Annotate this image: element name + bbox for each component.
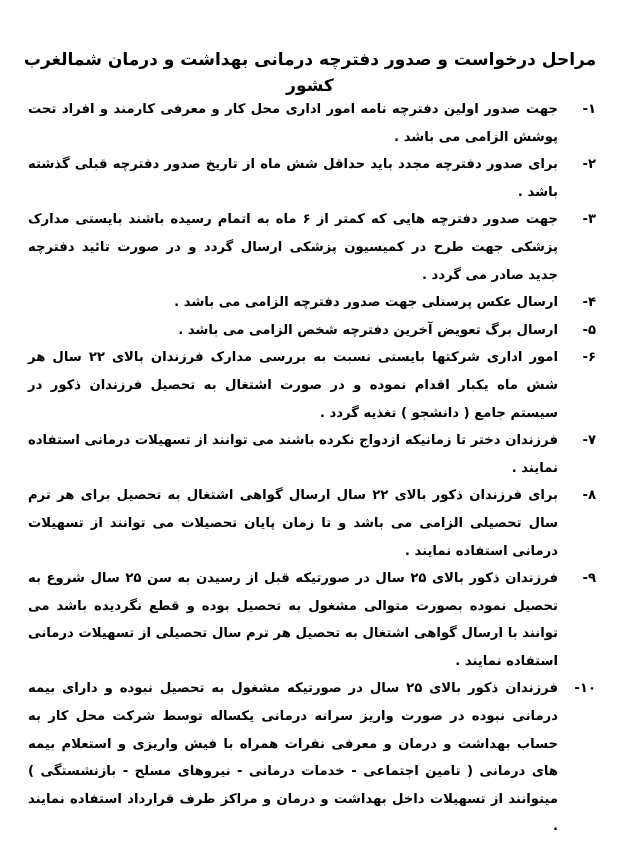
list-item — [28, 675, 596, 841]
item-text: جهت صدور اولین دفترچه نامه امور اداری محل کار و معرفی کارمند و افراد تحت پوشش الزامی می باشد . — [28, 102, 558, 145]
item-number: ۷- — [582, 433, 596, 449]
item-text: ارسال برگ تعویض آخرین دفترچه شخص الزامی می باشد . — [178, 322, 558, 338]
item-text: برای صدور دفترچه مجدد باید حداقل شش ماه از تاریخ صدور دفترچه قبلی گذشته باشد . — [28, 157, 558, 200]
list-item — [28, 206, 596, 289]
list-item — [28, 317, 596, 345]
item-number: ۵- — [582, 322, 596, 338]
item-text: امور اداری شرکتها بایستی نسبت به بررسی مدارک فرزندان بالای ۲۲ سال هر شش ماه یکبار اقدام نموده و در صورت اشتغال به تحصیل فرزندان ذکور در سیستم جامع ( دانشجو ) تغذیه گردد . — [28, 350, 558, 421]
list-item — [28, 482, 596, 565]
item-number: ۸- — [582, 488, 596, 504]
item-number: ۲- — [582, 157, 596, 173]
item-number: ۱۰- — [574, 681, 596, 697]
item-text: فرزندان ذکور بالای ۲۵ سال در صورتیکه قبل از رسیدن به سن ۲۵ سال شروع به تحصیل نموده بصورت متوالی مشغول به تحصیل بوده و قطع نگردیده باشد می توانند با ارسال گواهی اشتغال به تحصیل هر ترم سال تحصیلی از تسهیلات درمانی استفاده نمایند . — [28, 571, 559, 669]
item-text: برای فرزندان ذکور بالای ۲۲ سال ارسال گواهی اشتغال به تحصیل برای هر ترم سال تحصیلی الزامی می باشد و تا زمان پایان تحصیلات می توانند از تسهیلات درمانی استفاده نمایند . — [28, 488, 558, 559]
item-text: ارسال عکس پرسنلی جهت صدور دفترچه الزامی می باشد . — [174, 295, 558, 311]
list-item — [28, 289, 596, 317]
item-number: ۳- — [582, 212, 596, 228]
list-item — [28, 96, 596, 151]
list-item — [28, 344, 596, 427]
page-title: مراحل درخواست و صدور دفترچه درمانی بهداشت و درمان شمالغرب کشور — [23, 50, 597, 96]
item-number: ۶- — [582, 350, 596, 366]
item-text: فرزندان دختر تا زمانیکه ازدواج نکرده باشند می توانند از تسهیلات درمانی استفاده نمایند . — [28, 433, 558, 476]
list-item — [28, 565, 596, 675]
list-item — [28, 151, 596, 206]
item-number: ۴- — [582, 295, 596, 311]
item-number: ۹- — [582, 571, 596, 587]
item-number: ۱- — [582, 102, 596, 117]
item-text: جهت صدور دفترچه هایی که کمتر از ۶ ماه به اتمام رسیده باشند بایستی مدارک پزشکی جهت طرح در کمیسیون پزشکی ارسال گردد و در صورت تائید دفترچه جدید صادر می گردد . — [28, 212, 558, 283]
list-item — [28, 427, 596, 482]
requirements-list — [28, 96, 596, 841]
item-text: فرزندان ذکور بالای ۲۵ سال در صورتیکه مشغول به تحصیل نبوده و دارای بیمه درمانی نبوده در صورت واریز سرانه درمانی یکساله توسط شرکت محل کار به حساب بهداشت و درمان و معرفی نفرات همراه با فیش واریزی و استعلام بیمه های درمانی ( تامین اجتماعی - خدمات درمانی - نیروهای مسلح - بازنشستگی ) میتوانند از تسهیلات داخل بهداشت و درمان و مراکز طرف قرارداد استفاده نمایند . — [28, 681, 559, 835]
